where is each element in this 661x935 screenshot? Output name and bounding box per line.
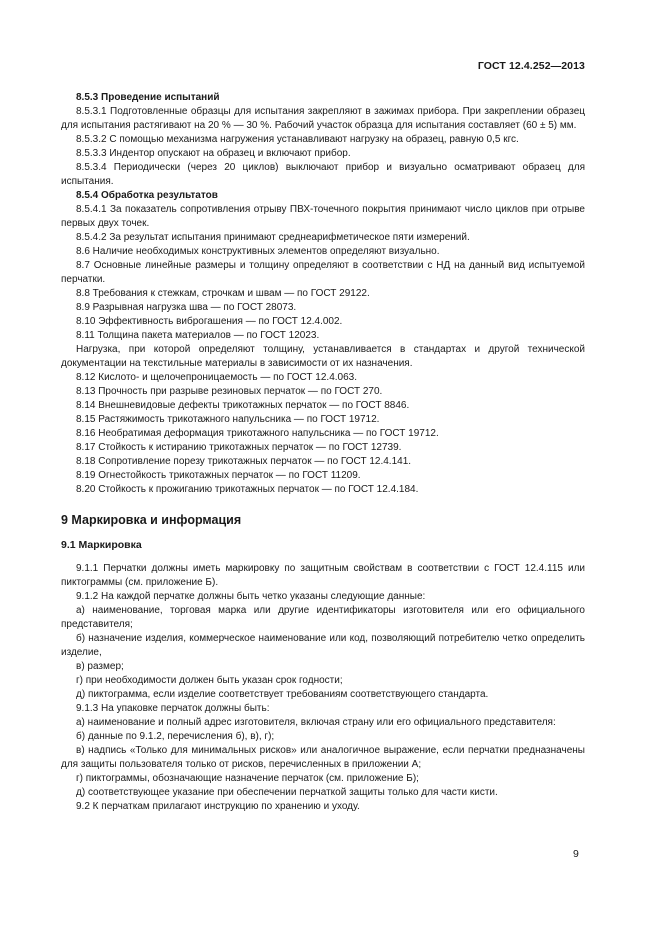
- paragraph-8-5-3-4: 8.5.3.4 Периодически (через 20 циклов) выключают прибор и визуально осматривают образец для испытания.: [61, 162, 585, 187]
- paragraph-8-9: 8.9 Разрывная нагрузка шва — по ГОСТ 28073.: [76, 302, 297, 313]
- list-item-9-1-3-d: д) соответствующее указание при обеспечении перчаткой защиты только для части кисти.: [76, 787, 498, 798]
- paragraph-8-5-3-1: 8.5.3.1 Подготовленные образцы для испытания закрепляют в зажимах прибора. При закреплении образец для испытания растягивают на 20 % — 30 %. Рабочий участок образца для испытания составляет (60 ± 5) мм.: [61, 106, 585, 131]
- paragraph-8-12: 8.12 Кислото- и щелочепроницаемость — по ГОСТ 12.4.063.: [76, 372, 357, 383]
- paragraph-8-5-4-1: 8.5.4.1 За показатель сопротивления отрыву ПВХ-точечного покрытия принимают число циклов при отрыве первых двух точек.: [61, 204, 585, 229]
- section-heading-9: 9 Маркировка и информация: [61, 513, 242, 527]
- paragraph-9-1-1: 9.1.1 Перчатки должны иметь маркировку по защитным свойствам в соответствии с ГОСТ 12.4.115 или пиктограммы (см. приложение Б).: [61, 563, 585, 588]
- paragraph-8-15: 8.15 Растяжимость трикотажного напульсника — по ГОСТ 19712.: [76, 414, 380, 425]
- paragraph-9-2: 9.2 К перчаткам прилагают инструкцию по хранению и уходу.: [76, 801, 360, 812]
- list-item-9-1-3-b: б) данные по 9.1.2, перечисления б), в), г);: [76, 731, 275, 742]
- paragraph-8-14: 8.14 Внешневидовые дефекты трикотажных перчаток — по ГОСТ 8846.: [76, 400, 410, 411]
- list-item-9-1-3-g: г) пиктограммы, обозначающие назначение перчаток (см. приложение Б);: [76, 773, 419, 784]
- paragraph-8-8: 8.8 Требования к стежкам, строчкам и швам — по ГОСТ 29122.: [76, 288, 370, 299]
- list-item-9-1-2-b: б) назначение изделия, коммерческое наименование или код, позволяющий потребителю четко определить изделие,: [61, 633, 585, 658]
- page-body: [61, 91, 585, 814]
- paragraph-8-17: 8.17 Стойкость к истиранию трикотажных перчаток — по ГОСТ 12739.: [76, 442, 402, 453]
- paragraph-8-19: 8.19 Огнестойкость трикотажных перчаток — по ГОСТ 11209.: [76, 470, 361, 481]
- paragraph-8-20: 8.20 Стойкость к прожиганию трикотажных перчаток — по ГОСТ 12.4.184.: [76, 484, 419, 495]
- paragraph-8-10: 8.10 Эффективность виброгашения — по ГОСТ 12.4.002.: [76, 316, 343, 327]
- paragraph-8-7: 8.7 Основные линейные размеры и толщину определяют в соответствии с НД на данный вид испытуемой перчатки.: [61, 260, 585, 285]
- subsection-heading-9-1: 9.1 Маркировка: [61, 539, 142, 551]
- list-item-9-1-2-d: д) пиктограмма, если изделие соответствует требованиям соответствующего стандарта.: [76, 689, 489, 700]
- paragraph-load-note: Нагрузка, при которой определяют толщину, устанавливается в стандартах и другой технической документации на текстильные материалы в зависимости от их назначения.: [61, 344, 585, 369]
- paragraph-8-6: 8.6 Наличие необходимых конструктивных элементов определяют визуально.: [76, 246, 440, 257]
- subsection-heading-8-5-3: 8.5.3 Проведение испытаний: [76, 92, 220, 103]
- paragraph-8-11: 8.11 Толщина пакета материалов — по ГОСТ 12023.: [76, 330, 320, 341]
- subsection-heading-8-5-4: 8.5.4 Обработка результатов: [76, 190, 218, 201]
- list-item-9-1-2-v: в) размер;: [76, 661, 124, 672]
- paragraph-8-18: 8.18 Сопротивление порезу трикотажных перчаток — по ГОСТ 12.4.141.: [76, 456, 412, 467]
- paragraph-8-5-3-2: 8.5.3.2 С помощью механизма нагружения устанавливают нагрузку на образец, равную 0,5 кгс.: [76, 134, 519, 145]
- list-item-9-1-2-g: г) при необходимости должен быть указан срок годности;: [76, 675, 343, 686]
- paragraph-8-13: 8.13 Прочность при разрыве резиновых перчаток — по ГОСТ 270.: [76, 386, 383, 397]
- list-item-9-1-3-v: в) надпись «Только для минимальных рисков» или аналогичное выражение, если перчатки предназначены для защиты пользователя только от рисков, перечисленных в приложении А;: [61, 745, 585, 770]
- list-item-9-1-2-a: а) наименование, торговая марка или другие идентификаторы изготовителя или его официального представителя;: [61, 605, 585, 630]
- paragraph-9-1-3: 9.1.3 На упаковке перчаток должны быть:: [76, 703, 270, 714]
- paragraph-8-5-3-3: 8.5.3.3 Индентор опускают на образец и включают прибор.: [76, 148, 351, 159]
- document-code-header: ГОСТ 12.4.252—2013: [477, 60, 585, 72]
- list-item-9-1-3-a: а) наименование и полный адрес изготовителя, включая страну или его официального представителя:: [76, 717, 556, 728]
- paragraph-9-1-2: 9.1.2 На каждой перчатке должны быть четко указаны следующие данные:: [76, 591, 426, 602]
- paragraph-8-16: 8.16 Необратимая деформация трикотажного напульсника — по ГОСТ 19712.: [76, 428, 439, 439]
- paragraph-8-5-4-2: 8.5.4.2 За результат испытания принимают среднеарифметическое пяти измерений.: [76, 232, 470, 243]
- page-number: 9: [573, 848, 579, 860]
